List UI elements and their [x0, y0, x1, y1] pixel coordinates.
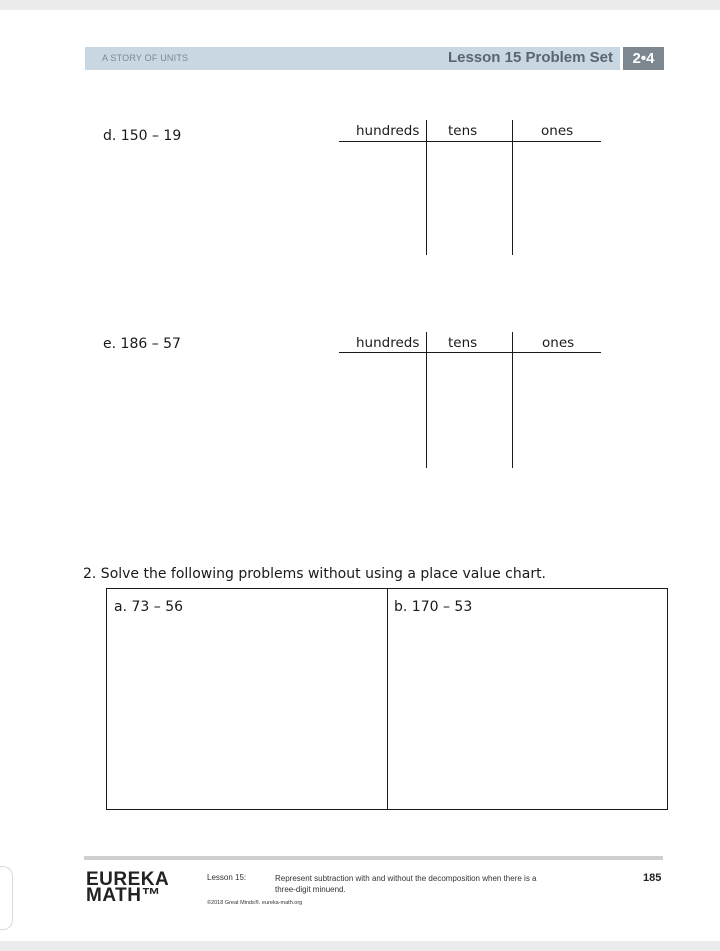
footer-rule	[84, 856, 663, 860]
footer-lesson-label: Lesson 15:	[207, 873, 247, 882]
section-2-instructions: 2. Solve the following problems without using a place value chart.	[83, 566, 547, 582]
problem-2a: a. 73 – 56	[114, 599, 184, 615]
chart-header-line	[339, 141, 601, 142]
answer-box	[106, 588, 668, 810]
chart-divider	[512, 120, 513, 255]
place-value-chart-d	[339, 120, 599, 260]
problem-2b: b. 170 – 53	[394, 599, 473, 615]
footer-description: Represent subtraction with and without the decomposition when there is a three-digit minuend.	[275, 874, 537, 894]
answer-box-divider	[387, 589, 388, 809]
column-hundreds: hundreds	[356, 335, 420, 351]
chart-divider	[426, 120, 427, 255]
lesson-title: Lesson 15 Problem Set	[447, 49, 613, 66]
chart-header-line	[339, 352, 601, 353]
place-value-chart-e	[339, 332, 599, 472]
logo-line-1: EUREKA	[86, 869, 170, 890]
header-bar	[85, 47, 620, 70]
series-label: A STORY OF UNITS	[102, 53, 189, 63]
problem-e-label: e.	[103, 336, 117, 352]
page-edge-decoration	[0, 866, 13, 930]
problem-e-expression: 186 – 57	[120, 336, 181, 352]
problem-d-expression: 150 – 19	[120, 128, 182, 144]
chart-divider	[512, 332, 513, 468]
column-tens: tens	[448, 123, 478, 139]
eureka-math-logo	[86, 869, 170, 906]
logo-line-2: MATH™	[86, 885, 161, 906]
column-tens: tens	[448, 335, 478, 351]
footer-copyright: ©2018 Great Minds®. eureka-math.org	[207, 900, 303, 906]
worksheet-page	[0, 10, 720, 941]
column-hundreds: hundreds	[356, 123, 420, 139]
problem-d-label: d.	[103, 128, 117, 144]
problem-d	[103, 128, 181, 144]
chart-divider	[426, 332, 427, 468]
grade-module-badge: 2•4	[623, 47, 664, 70]
page-number: 185	[643, 872, 662, 884]
column-ones: ones	[541, 123, 574, 139]
column-ones: ones	[542, 335, 575, 351]
problem-e	[103, 336, 181, 352]
